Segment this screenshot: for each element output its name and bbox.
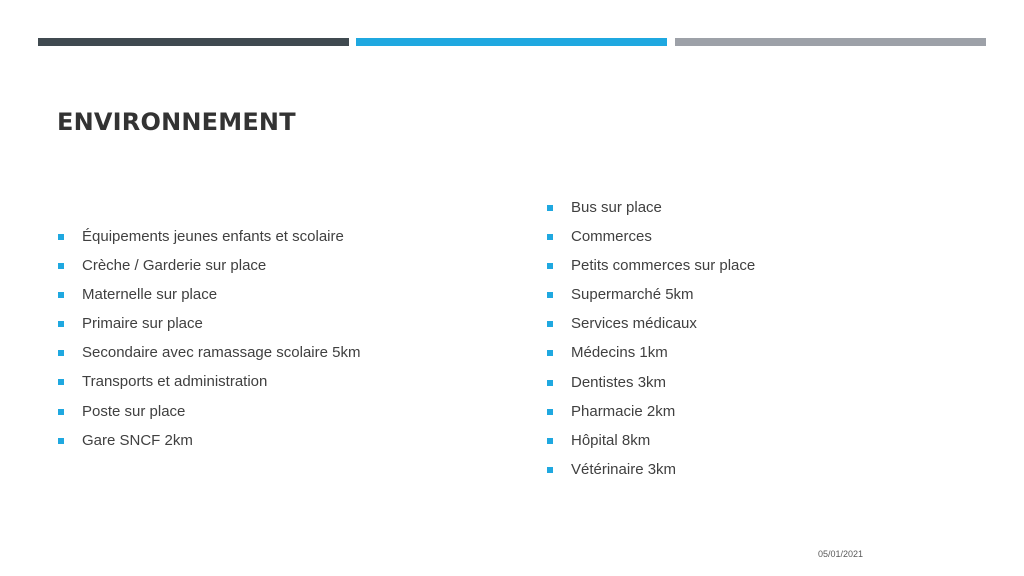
- list-item-text: Petits commerces sur place: [571, 257, 756, 275]
- list-item-text: Poste sur place: [82, 402, 186, 420]
- list-item: [57, 341, 360, 370]
- square-bullet-icon: [547, 263, 553, 269]
- list-item: [546, 371, 755, 400]
- square-bullet-icon: [547, 350, 553, 356]
- list-item-text: Primaire sur place: [82, 315, 203, 333]
- list-item-text: Transports et administration: [82, 373, 268, 391]
- square-bullet-icon: [58, 438, 64, 444]
- square-bullet-icon: [58, 379, 64, 385]
- square-bullet-icon: [58, 409, 64, 415]
- square-bullet-icon: [547, 292, 553, 298]
- list-item-text: Secondaire avec ramassage scolaire 5km: [82, 344, 361, 362]
- list-item: [57, 312, 360, 341]
- list-item-text: Gare SNCF 2km: [82, 431, 193, 449]
- list-item-text: Maternelle sur place: [82, 286, 218, 304]
- square-bullet-icon: [547, 321, 553, 327]
- list-item-text: Dentistes 3km: [571, 373, 667, 391]
- square-bullet-icon: [547, 409, 553, 415]
- list-item-text: Vétérinaire 3km: [571, 460, 677, 478]
- header-bar-dark: [38, 38, 349, 46]
- list-item-text: Pharmacie 2km: [571, 402, 676, 420]
- list-item: [546, 225, 755, 254]
- list-item: [57, 429, 360, 458]
- list-item: [57, 370, 360, 399]
- list-item: [546, 283, 755, 312]
- square-bullet-icon: [547, 380, 553, 386]
- list-item-text: Bus sur place: [571, 199, 662, 216]
- right-bullet-list: [546, 196, 755, 487]
- list-item: [546, 400, 755, 429]
- list-item: [546, 341, 755, 370]
- list-item-text: Médecins 1km: [571, 344, 668, 362]
- square-bullet-icon: [547, 467, 553, 473]
- square-bullet-icon: [58, 234, 64, 240]
- list-item: [57, 254, 360, 283]
- list-item: [57, 225, 360, 254]
- list-item: [546, 458, 755, 487]
- list-item-text: Équipements jeunes enfants et scolaire: [82, 228, 344, 245]
- list-item: [546, 196, 755, 225]
- square-bullet-icon: [547, 205, 553, 211]
- slide-date: 05/01/2021: [818, 549, 864, 559]
- list-item: [546, 312, 755, 341]
- list-item-text: Hôpital 8km: [571, 431, 651, 449]
- square-bullet-icon: [547, 438, 553, 444]
- list-item-text: Crèche / Garderie sur place: [82, 257, 267, 275]
- list-item: [57, 283, 360, 312]
- square-bullet-icon: [58, 350, 64, 356]
- square-bullet-icon: [547, 234, 553, 240]
- header-bar-blue: [356, 38, 667, 46]
- list-item-text: Services médicaux: [571, 315, 697, 333]
- list-item: [546, 429, 755, 458]
- list-item-text: Supermarché 5km: [571, 286, 694, 304]
- slide-title: ENVIRONNEMENT: [57, 108, 296, 136]
- list-item-text: Commerces: [571, 228, 652, 246]
- square-bullet-icon: [58, 263, 64, 269]
- left-bullet-list: [57, 225, 360, 458]
- header-bar-gray: [675, 38, 986, 46]
- list-item: [546, 254, 755, 283]
- square-bullet-icon: [58, 292, 64, 298]
- list-item: [57, 400, 360, 429]
- square-bullet-icon: [58, 321, 64, 327]
